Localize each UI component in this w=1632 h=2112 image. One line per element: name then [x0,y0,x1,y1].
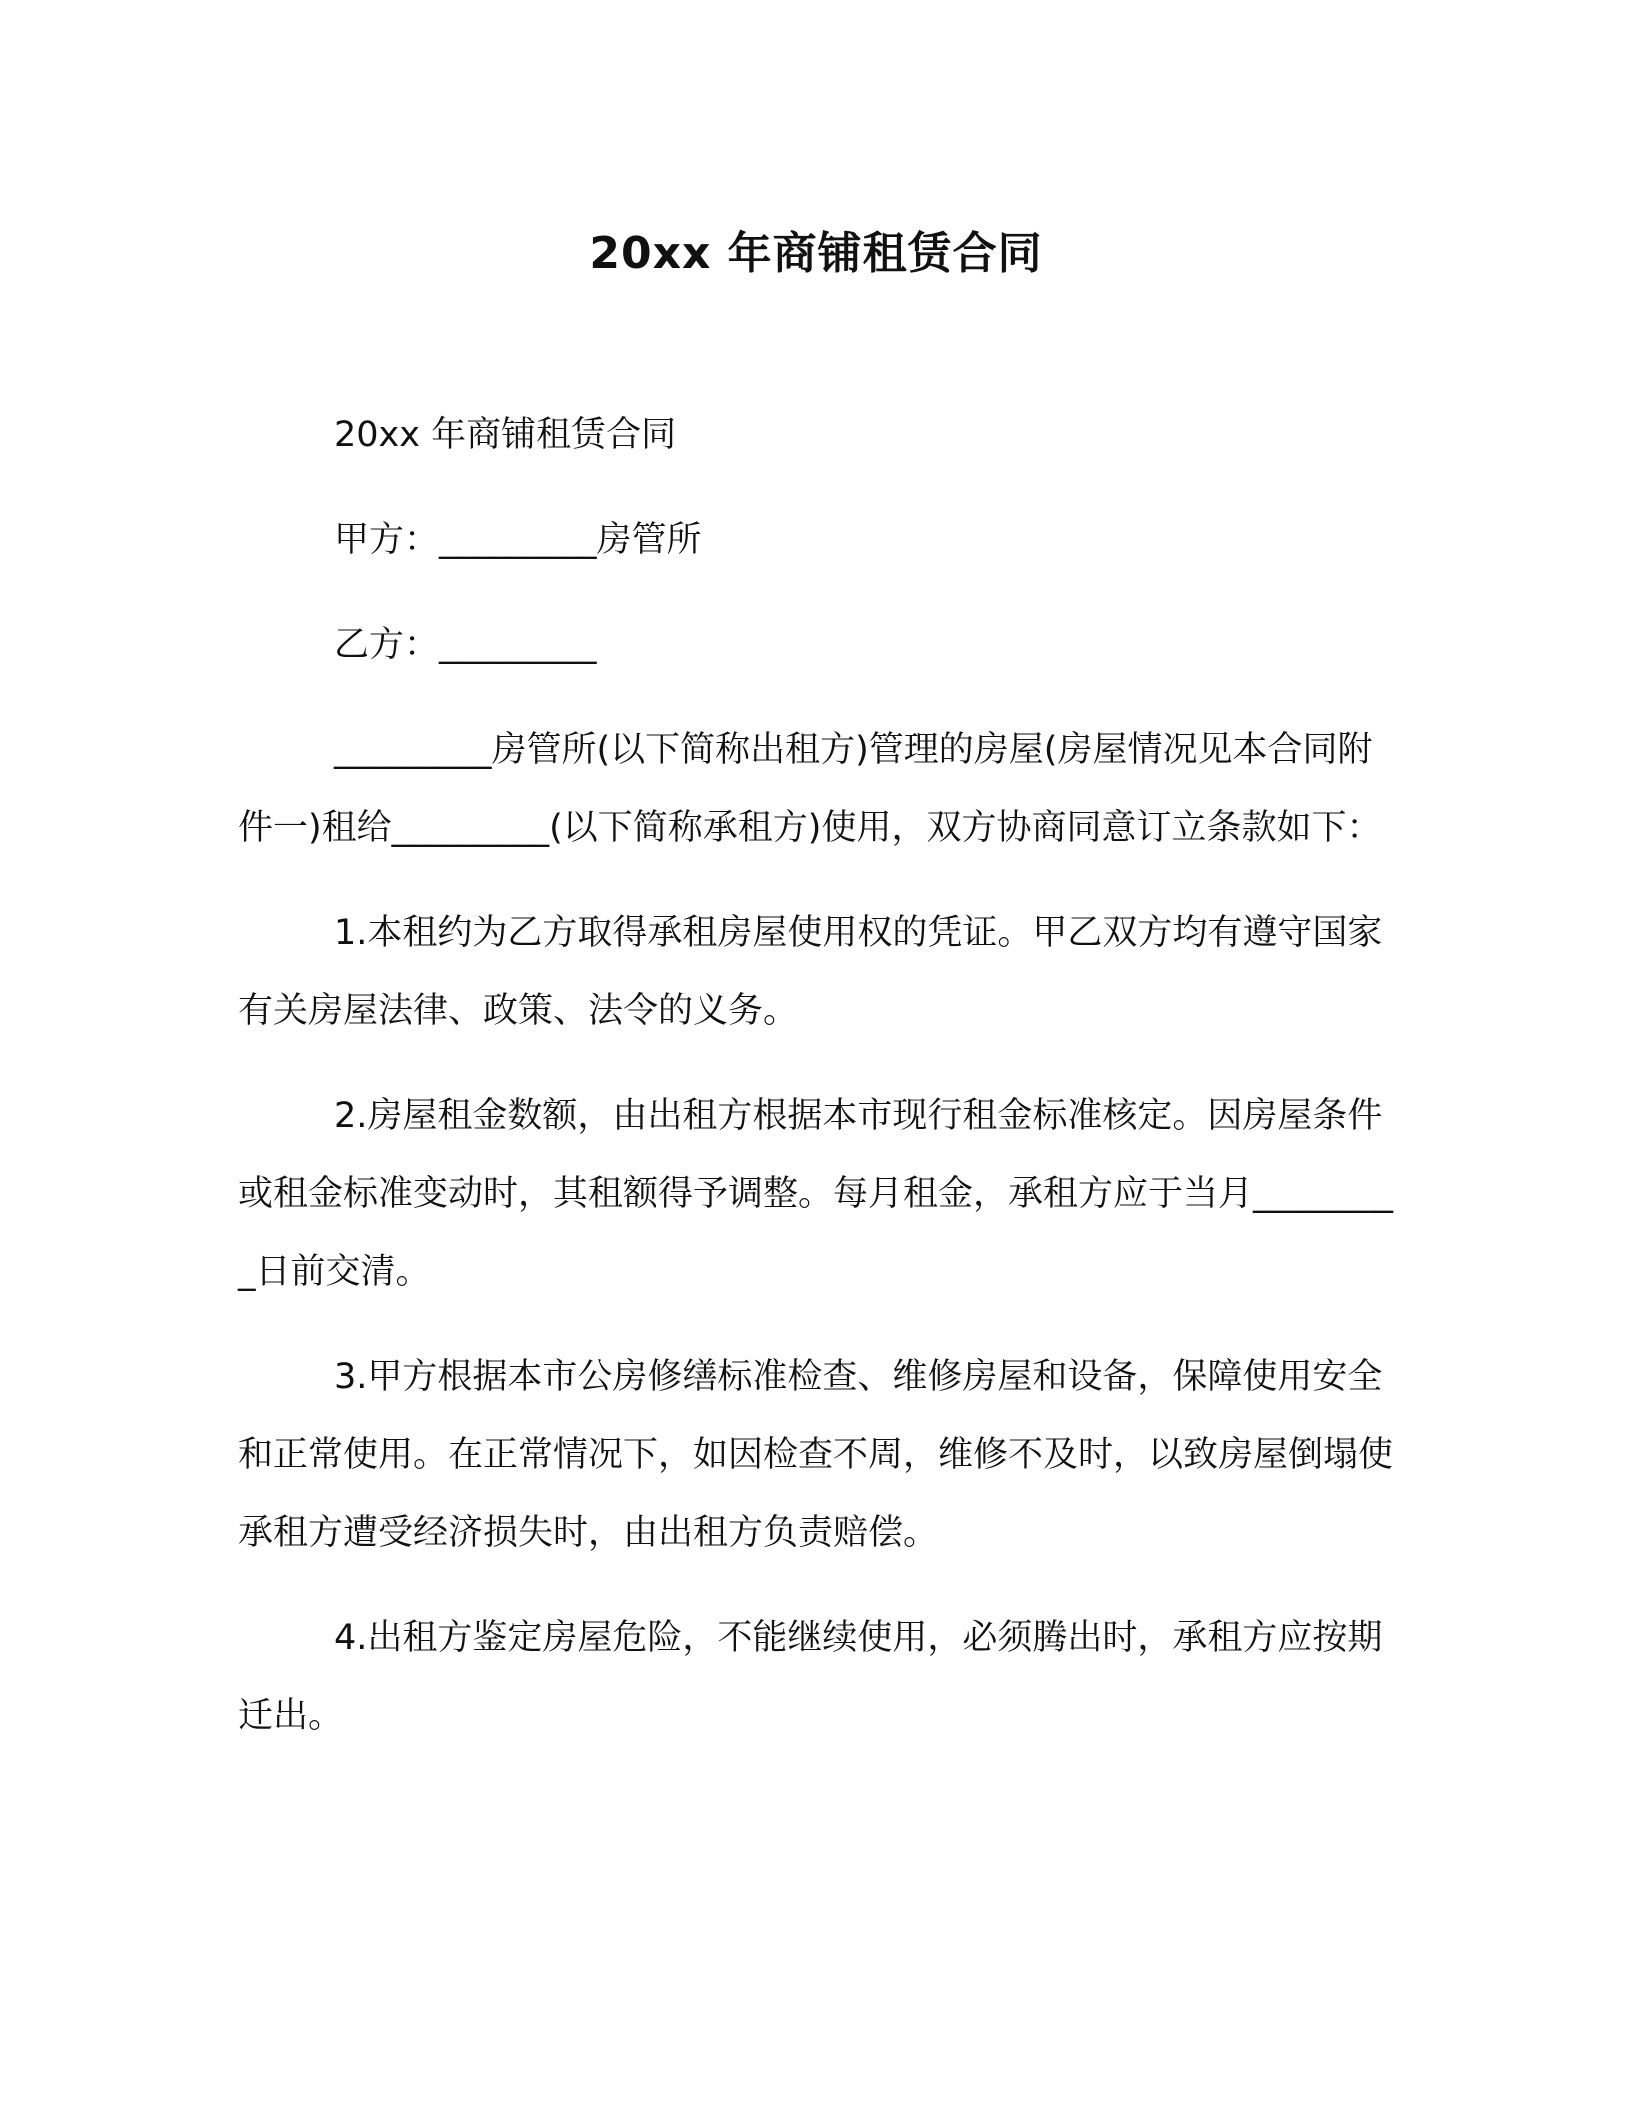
paragraph-party-a: 甲方：_________房管所 [334,520,702,560]
document-title: 20xx 年商铺租赁合同 [589,228,1043,279]
paragraph-clause-4: 4.出租方鉴定房屋危险，不能继续使用，必须腾出时，承租方应按期迁出。 [238,1618,1383,1736]
paragraph-clause-3: 3.甲方根据本市公房修缮标准检查、维修房屋和设备，保障使用安全和正常使用。在正常情况下，如因检查不周，维修不及时，以致房屋倒塌使承租方遭受经济损失时，由出租方负责赔偿。 [238,1357,1394,1553]
paragraph-clause-1: 1.本租约为乙方取得承租房屋使用权的凭证。甲乙双方均有遵守国家有关房屋法律、政策、法令的义务。 [238,913,1383,1031]
document-body [238,396,1398,1782]
paragraph-party-b: 乙方：_________ [334,625,597,665]
paragraph-intro: _________房管所(以下简称出租方)管理的房屋(房屋情况见本合同附件一)租给_________(以下简称承租方)使用，双方协商同意订立条款如下： [238,730,1382,848]
paragraph-clause-2: 2.房屋租金数额，由出租方根据本市现行租金标准核定。因房屋条件或租金标准变动时，其租额得予调整。每月租金，承租方应于当月_________日前交清。 [238,1096,1394,1292]
paragraph-heading: 20xx 年商铺租赁合同 [334,415,677,455]
